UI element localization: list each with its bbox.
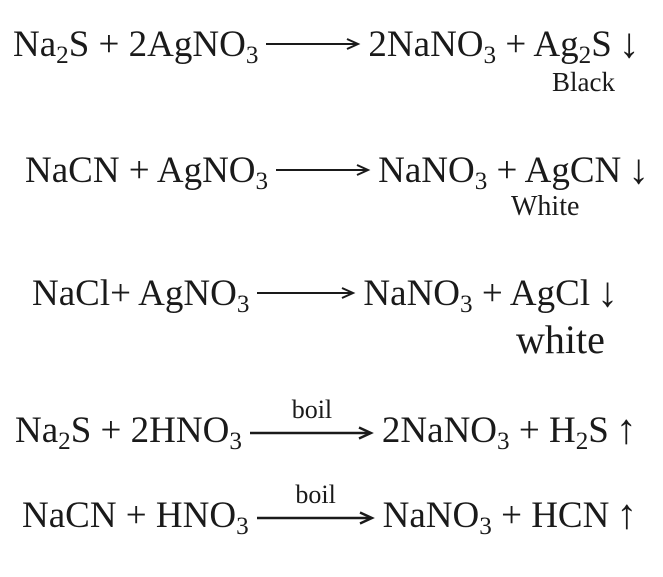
equation-row-3 xyxy=(32,270,618,316)
formula-text: Na xyxy=(13,23,57,65)
reactants-formula xyxy=(13,23,259,69)
state-label: Black xyxy=(552,67,615,97)
subscript: 3 xyxy=(245,41,259,69)
subscript: 2 xyxy=(58,427,71,455)
precipitate-down-arrow-icon: ↓ xyxy=(597,270,619,316)
formula-text: + AgCN xyxy=(487,149,622,191)
products-formula xyxy=(381,409,609,455)
formula-text: + Ag xyxy=(496,23,579,65)
subscript: 2 xyxy=(578,41,592,69)
reactants-formula xyxy=(32,272,250,318)
state-label: White xyxy=(511,191,580,222)
formula-text: + HCN xyxy=(491,494,610,536)
boil-reaction-arrow xyxy=(249,394,375,440)
formula-text: Na xyxy=(15,409,59,451)
formula-text: S + 2HNO xyxy=(70,409,230,451)
products-formula xyxy=(363,272,591,318)
reactants-formula xyxy=(22,494,249,540)
reaction-arrow-icon xyxy=(265,37,361,56)
reaction-arrow-icon xyxy=(256,286,356,305)
subscript: 2 xyxy=(575,427,589,455)
subscript: 3 xyxy=(236,290,250,318)
products-formula xyxy=(368,23,612,69)
formula-text: NaNO xyxy=(363,272,461,314)
state-label: white xyxy=(516,317,605,362)
subscript: 3 xyxy=(497,427,510,455)
gas-up-arrow-icon: ↑ xyxy=(615,407,637,453)
subscript: 3 xyxy=(483,41,497,69)
formula-text: NaNO xyxy=(382,494,480,536)
gas-up-arrow-icon: ↑ xyxy=(616,492,638,538)
arrow-condition-label: boil xyxy=(291,394,333,424)
equation-row-4 xyxy=(15,394,637,455)
formula-text: NaCN + AgNO xyxy=(25,149,256,191)
subscript: 3 xyxy=(474,167,488,195)
formula-text: NaCN + HNO xyxy=(22,494,237,536)
subscript: 3 xyxy=(479,512,492,540)
equation-row-1 xyxy=(13,21,640,67)
subscript: 3 xyxy=(236,512,249,540)
precipitate-down-arrow-icon: ↓ xyxy=(618,21,640,67)
formula-text: + AgCl xyxy=(472,272,591,314)
subscript: 3 xyxy=(229,427,242,455)
equation-row-2 xyxy=(25,147,649,193)
equation-row-5 xyxy=(22,479,638,540)
reaction-arrow-icon xyxy=(249,426,375,440)
precipitate-down-arrow-icon: ↓ xyxy=(628,147,650,193)
formula-text: + H xyxy=(509,409,576,451)
subscript: 2 xyxy=(56,41,69,69)
reaction-arrow-icon xyxy=(256,511,376,525)
formula-text: 2NaNO xyxy=(368,23,484,65)
formula-text: NaNO xyxy=(378,149,475,191)
arrow-condition-label: boil xyxy=(295,479,336,509)
formula-text: S xyxy=(591,23,612,65)
products-formula xyxy=(378,149,622,195)
formula-text: 2NaNO xyxy=(381,409,498,451)
products-formula xyxy=(382,494,610,540)
formula-text: S + 2AgNO xyxy=(68,23,246,65)
reactants-formula xyxy=(25,149,269,195)
boil-reaction-arrow xyxy=(256,479,376,525)
formula-text: NaCl+ AgNO xyxy=(32,272,237,314)
formula-text: S xyxy=(588,409,609,451)
subscript: 3 xyxy=(460,290,473,318)
reactants-formula xyxy=(15,409,242,455)
reaction-arrow-icon xyxy=(275,163,371,182)
subscript: 3 xyxy=(255,167,269,195)
